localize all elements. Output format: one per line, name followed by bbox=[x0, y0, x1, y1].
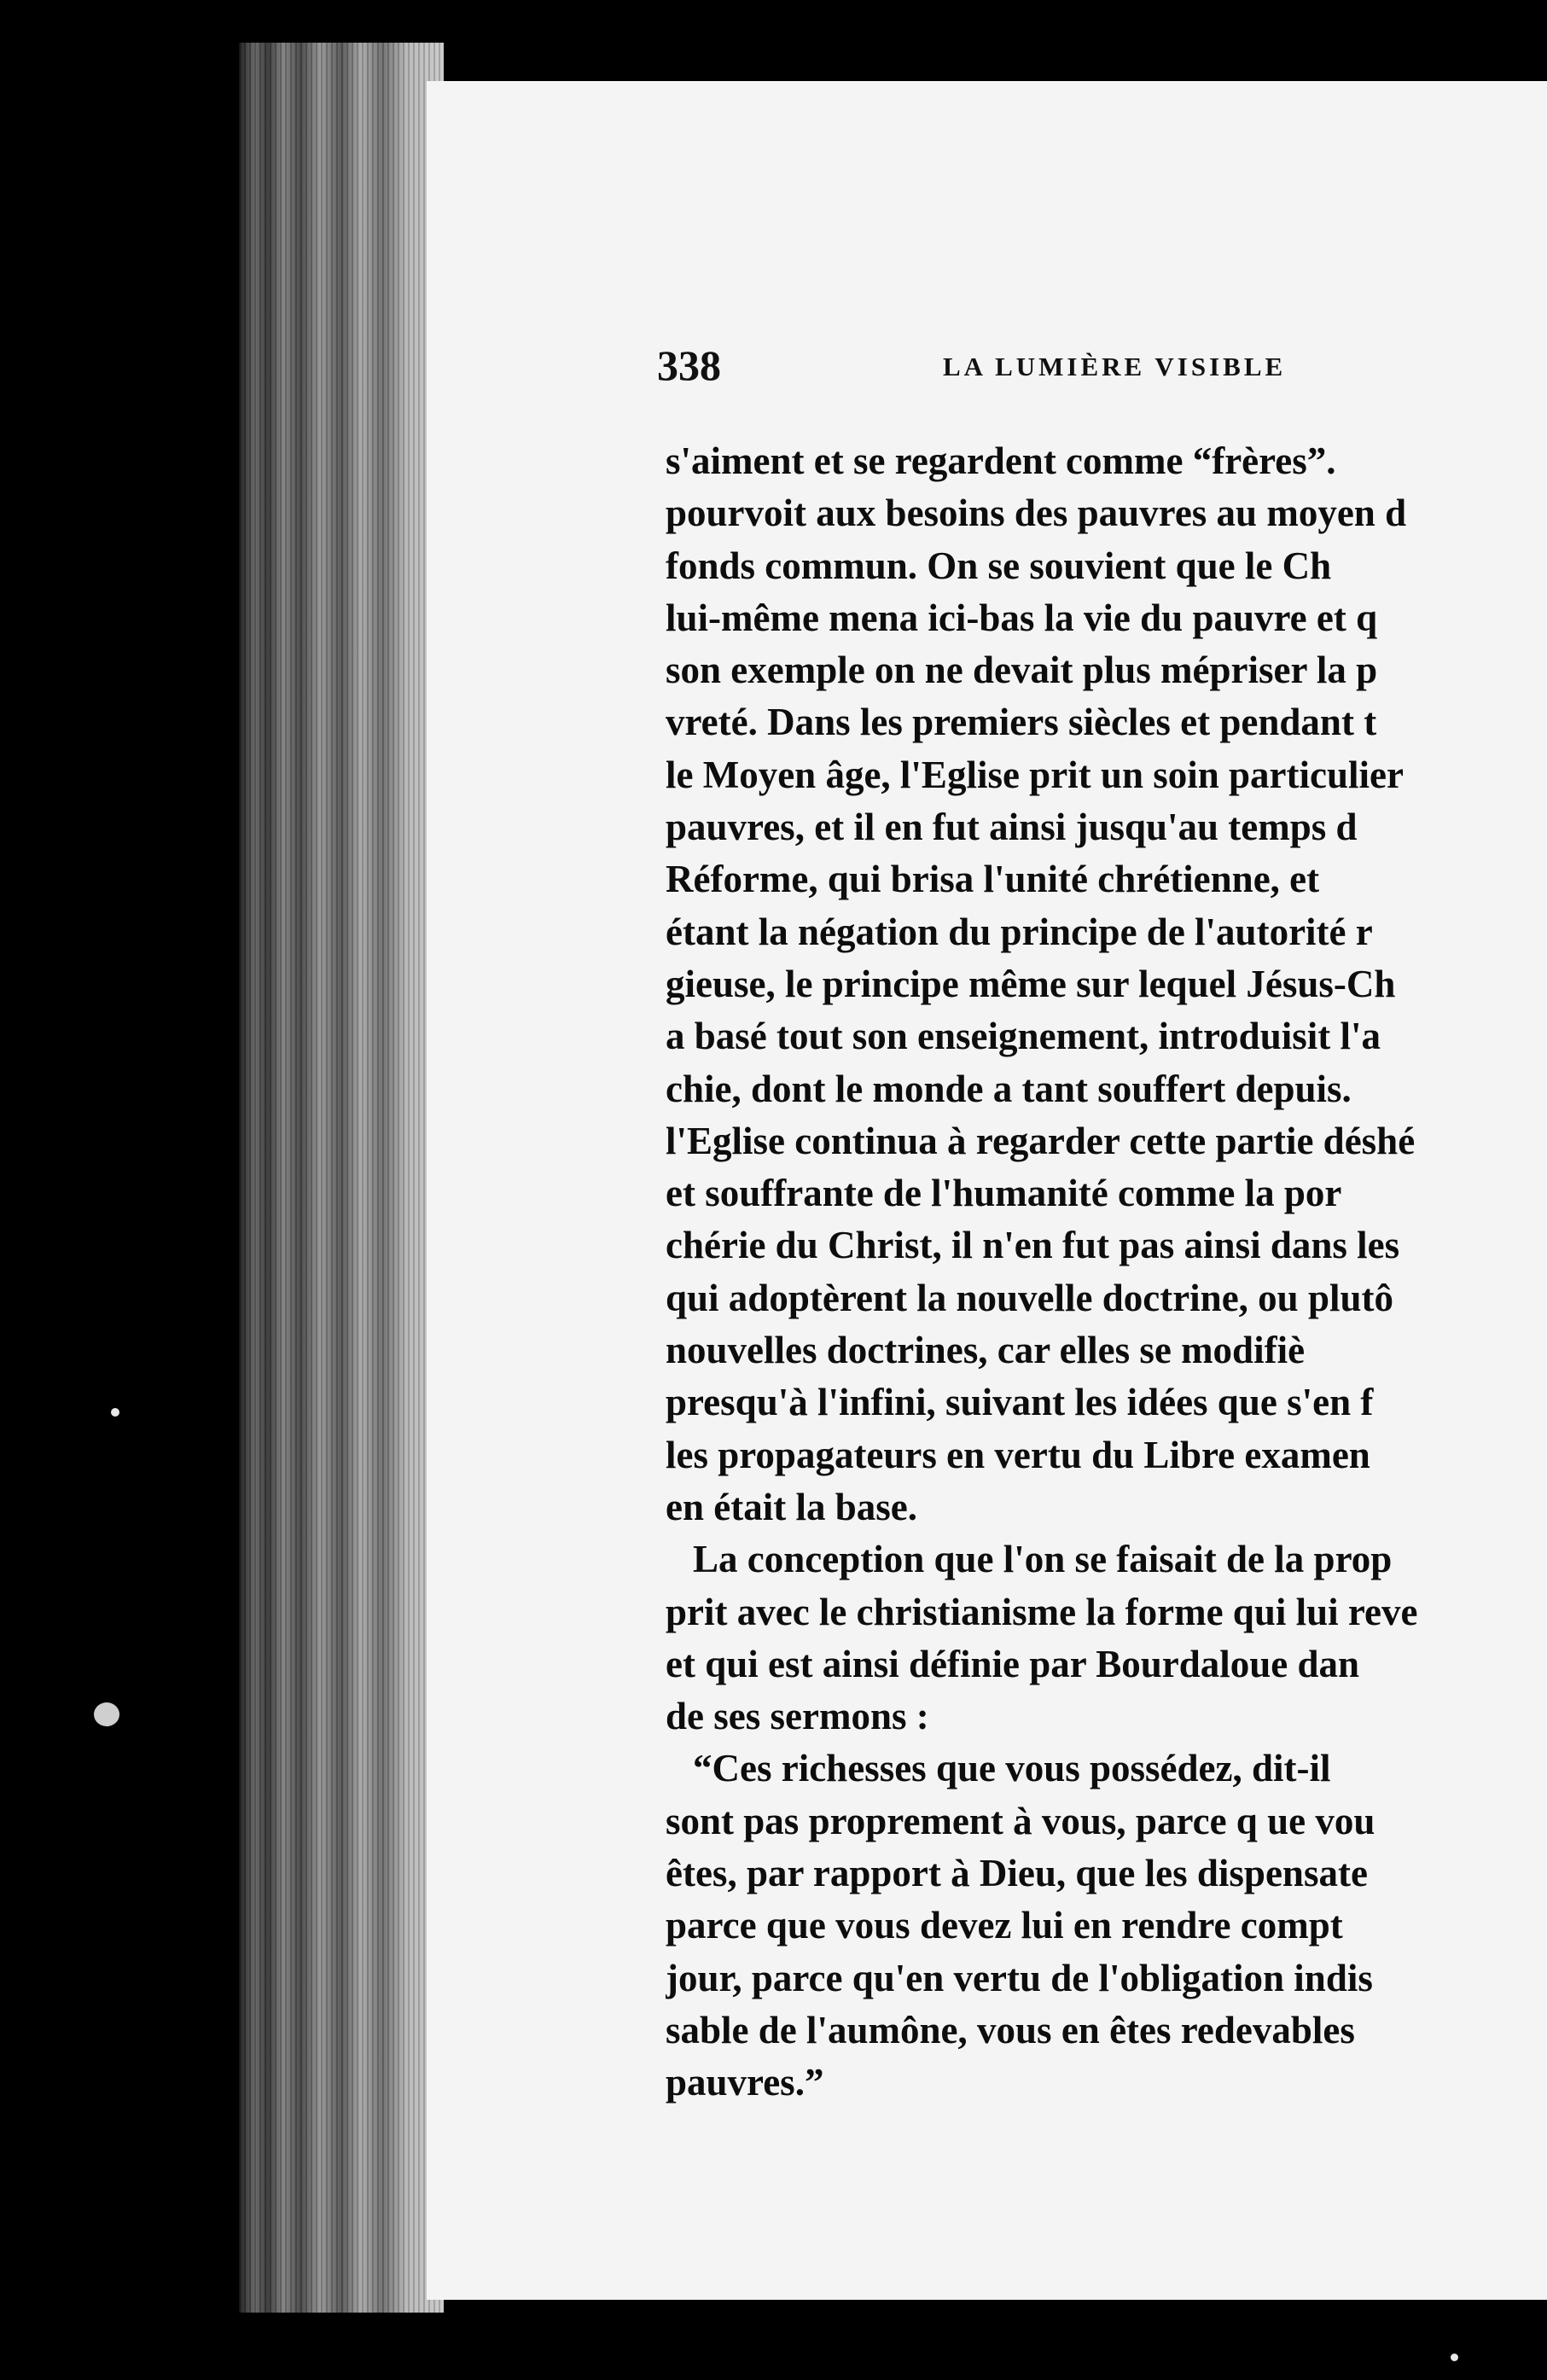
text-line: le Moyen âge, l'Eglise prit un soin particulier bbox=[666, 753, 1404, 796]
text-line: parce que vous devez lui en rendre compt bbox=[666, 1904, 1343, 1947]
text-line: et souffrante de l'humanité comme la por bbox=[666, 1172, 1342, 1215]
text-line: chérie du Christ, il n'en fut pas ainsi dans les bbox=[666, 1224, 1400, 1267]
text-line: prit avec le christianisme la forme qui lui reve bbox=[666, 1590, 1418, 1633]
text-line: fonds commun. On se souvient que le Ch bbox=[666, 544, 1332, 587]
text-line: pauvres, et il en fut ainsi jusqu'au temps d bbox=[666, 806, 1358, 849]
text-line: a basé tout son enseignement, introduisit l'a bbox=[666, 1015, 1381, 1058]
body-text bbox=[666, 435, 1547, 2142]
text-line: son exemple on ne devait plus mépriser la p bbox=[666, 649, 1378, 692]
running-head bbox=[657, 340, 1547, 399]
text-line: lui-même mena ici-bas la vie du pauvre et q bbox=[666, 596, 1378, 639]
text-line: nouvelles doctrines, car elles se modifiè bbox=[666, 1329, 1306, 1372]
text-line: chie, dont le monde a tant souffert depuis. bbox=[666, 1067, 1352, 1110]
text-line: s'aiment et se regardent comme “frères”. bbox=[666, 439, 1336, 482]
text-line: l'Eglise continua à regarder cette partie déshé bbox=[666, 1119, 1416, 1162]
quote-start-line: “Ces richesses que vous possédez, dit-il bbox=[693, 1747, 1331, 1790]
text-line: jour, parce qu'en vertu de l'obligation indis bbox=[666, 1956, 1373, 1999]
paragraph-start-line: La conception que l'on se faisait de la prop bbox=[693, 1538, 1393, 1581]
text-line: et qui est ainsi définie par Bourdaloue dan bbox=[666, 1642, 1360, 1685]
text-line: les propagateurs en vertu du Libre examen bbox=[666, 1433, 1370, 1476]
text-line: vreté. Dans les premiers siècles et pendant t bbox=[666, 701, 1377, 744]
running-title: LA LUMIÈRE VISIBLE bbox=[943, 352, 1287, 381]
text-line: pauvres.” bbox=[666, 2061, 824, 2104]
text-line: qui adoptèrent la nouvelle doctrine, ou plutô bbox=[666, 1276, 1394, 1319]
text-line: presqu'à l'infini, suivant les idées que s'en f bbox=[666, 1381, 1374, 1424]
page-edges bbox=[239, 43, 444, 2313]
text-line: de ses sermons : bbox=[666, 1695, 929, 1738]
text-line: sont pas proprement à vous, parce q ue vou bbox=[666, 1799, 1375, 1842]
text-line: êtes, par rapport à Dieu, que les dispensate bbox=[666, 1852, 1368, 1895]
text-line: Réforme, qui brisa l'unité chrétienne, et bbox=[666, 858, 1320, 901]
text-line: en était la base. bbox=[666, 1485, 917, 1528]
text-line: étant la négation du principe de l'autorité r bbox=[666, 910, 1373, 953]
text-line: gieuse, le principe même sur lequel Jésus-Ch bbox=[666, 962, 1396, 1005]
text-line: sable de l'aumône, vous en êtes redevables bbox=[666, 2008, 1355, 2051]
page-number: 338 bbox=[657, 341, 721, 389]
text-line: pourvoit aux besoins des pauvres au moyen d bbox=[666, 492, 1407, 535]
